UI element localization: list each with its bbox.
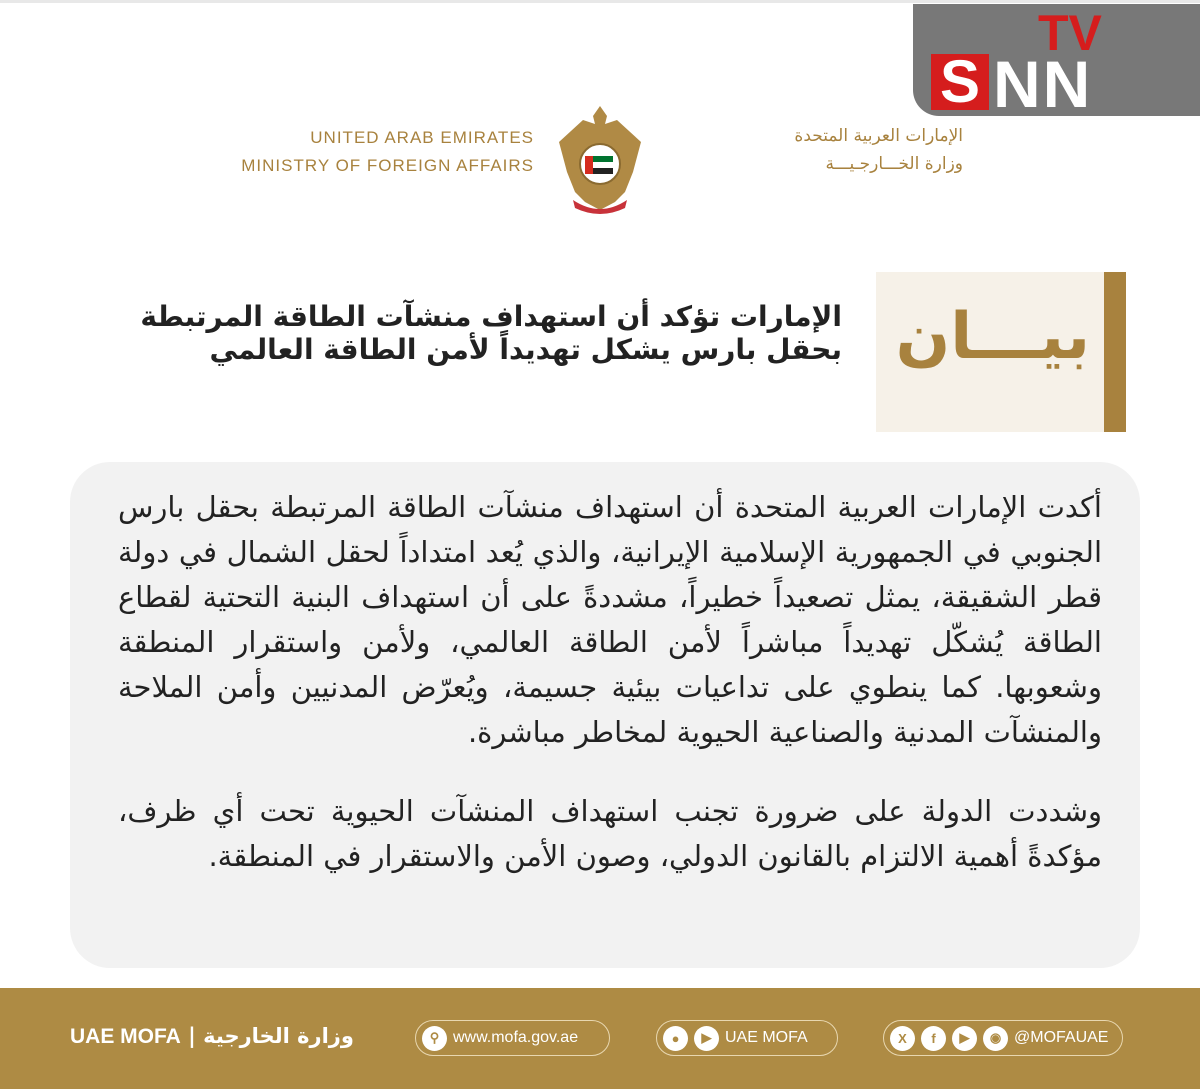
header-country-ar: الإمارات العربية المتحدة [794,126,963,146]
footer-brand [70,1024,354,1049]
body-paragraph-2: وشددت الدولة على ضرورة تجنب استهداف المنشآت الحيوية تحت أي ظرف، مؤكدةً أهمية الالتزام بالقانون الدولي، وصون الأمن والاستقرار في المنطقة. [118,794,1102,873]
social-handle: @MOFAUAE [1014,1029,1109,1046]
google-play-icon: ▶ [694,1026,719,1051]
header-country: UNITED ARAB EMIRATES [310,128,534,147]
top-divider [0,0,1200,3]
snn-tv-watermark [913,4,1200,121]
watermark-tv: TV [1038,5,1102,61]
search-icon: ⚲ [422,1026,447,1051]
header-ministry-ar: وزارة الخـــارجـيـــة [825,154,963,174]
app-store-links[interactable] [656,1020,838,1056]
body-paragraph-1: أكدت الإمارات العربية المتحدة أن استهداف منشآت الطاقة المرتبطة بحقل بارس الجنوبي في الجمهورية الإسلامية الإيرانية، والذي يُعد امتداداً لحقل الشمال في دولة قطر الشقيقة، يمثل تصعيداً خطيراً، مشددةً على أن استهداف البنية التحتية لقطاع الطاقة يُشكّل تهديداً مباشراً لأمن الطاقة العالمي، ولأمن واستقرار المنطقة وشعوبها. كما ينطوي على تداعيات بيئية جسيمة، ويُعرّض المدنيين وأمن الملاحة والمنشآت المدنية والصناعية الحيوية لمخاطر مباشرة. [118,490,1102,749]
footer-brand-en: UAE MOFA [70,1025,181,1048]
uae-emblem-logo [555,102,645,217]
header-ministry: MINISTRY OF FOREIGN AFFAIRS [241,156,534,175]
badge-accent-bar [1104,272,1126,432]
facebook-icon: f [921,1026,946,1051]
x-icon: X [890,1026,915,1051]
footer [0,988,1200,1089]
badge-label: بيـــان [895,300,1090,374]
statement-badge [876,272,1126,432]
website-label: www.mofa.gov.ae [453,1029,579,1046]
youtube-icon: ▶ [952,1026,977,1051]
watermark-s: S [931,54,989,110]
statement-title: الإمارات تؤكد أن استهداف منشآت الطاقة المرتبطة بحقل بارس يشكل تهديداً لأمن الطاقة العالمي [140,300,842,366]
statement-body [118,485,1102,913]
watermark-nn: NN [993,47,1093,121]
header-arabic [668,122,963,178]
apple-icon: ● [663,1026,688,1051]
header-english [241,124,534,180]
social-links[interactable] [883,1020,1123,1056]
website-link[interactable] [415,1020,610,1056]
instagram-icon: ◉ [983,1026,1008,1051]
apps-label: UAE MOFA [725,1029,808,1046]
footer-brand-ar: وزارة الخارجية [203,1024,354,1048]
footer-separator: | [188,1024,196,1048]
